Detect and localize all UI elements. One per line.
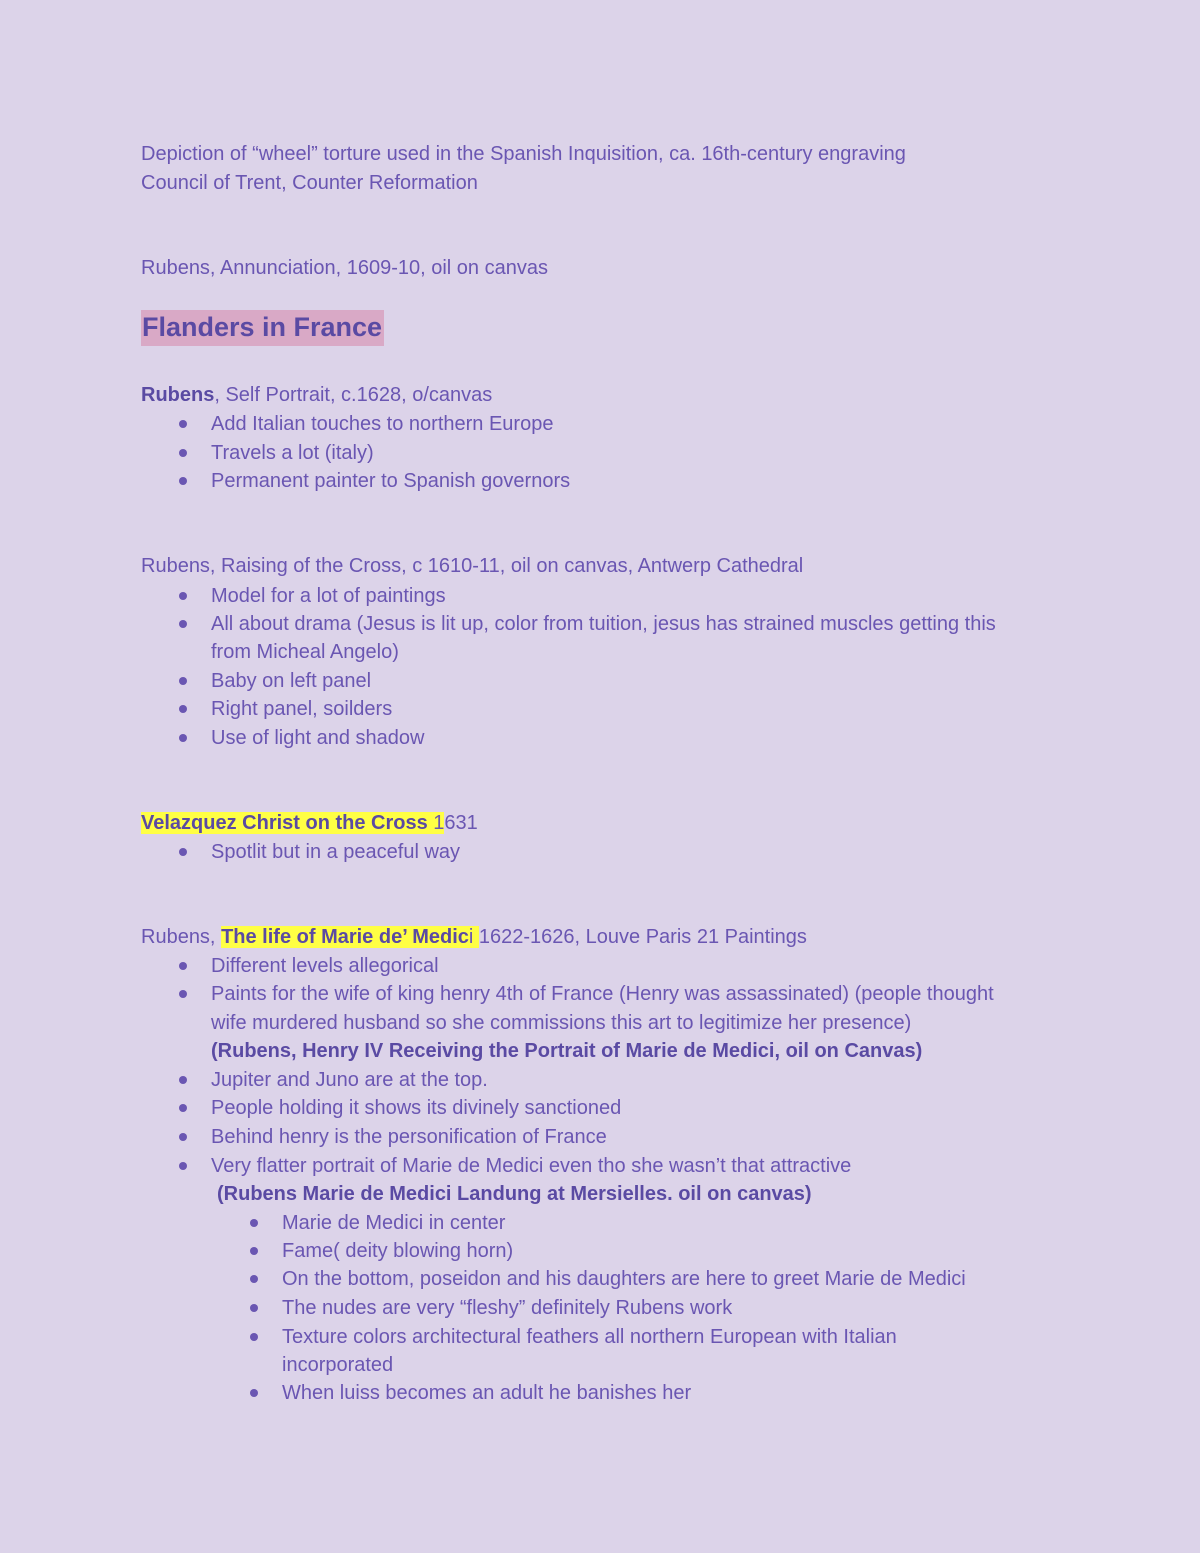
- intro-line-wheel: Depiction of “wheel” torture used in the Spanish Inquisition, ca. 16th-century engraving: [141, 143, 906, 165]
- bullet-icon: [250, 1333, 258, 1341]
- bullet-icon: [179, 1133, 187, 1141]
- bullet-icon: [250, 1219, 258, 1227]
- bullet-icon: [250, 1304, 258, 1312]
- bullet-icon: [179, 592, 187, 600]
- bullet-icon: [179, 477, 187, 485]
- document-page: Depiction of “wheel” torture used in the Spanish Inquisition, ca. 16th-century engraving Council of Trent, Counter Reformation Rubens, Annunciation, 1609-10, oil on canvas Flanders in France Rubens, Self Portrait, c.1628, o/canvas Add Italian touches to northern Europe Travels a lot (italy) Permanent painter to Spanish governors Rubens, Raising of the Cross, c 1610-11, oil on canvas, Antwerp Cathedral Model for a lot of paintings All about drama (Jesus is lit up, color from tuition, jesus has strained muscles getting this from Micheal Angelo) Baby on left panel Right panel, soilders Use of light and shadow Velazquez Christ on the Cross 1631 Spotlit but in a peaceful way Rubens, The life of Marie de’ Medici 1622-1626, Louve Paris 21 Paintings Different levels allegorical Paints for the wife of king henry 4th of France (Henry was assassinated) (people thought wife murdered husband so she commissions this art to legitimize her presence) (Rubens, Henry IV Receiving the Portrait of Marie de Medici, oil on Canvas) Jupiter and Juno are at the top. People holding it shows its divinely sanctioned Behind henry is the personification of France Very flatter portrait of Marie de Medici even tho she wasn’t that attractive (Rubens Marie de Medici Landung at Mersielles. oil on canvas) Marie de Medici in center Fame( deity blowing horn) On the bottom, poseidon and his daughters are here to greet Marie de Medici The nudes are very “fleshy” definitely Rubens work Texture colors architectural feathers all northern European with Italian incorporated When luiss becomes an adult he banishes her: [141, 143, 996, 1404]
- highlighted-digit: 1: [433, 812, 445, 834]
- bullet-icon: [179, 734, 187, 742]
- bullet-icon: [179, 705, 187, 713]
- self-portrait-details: , Self Portrait, c.1628, o/canvas: [214, 384, 493, 406]
- medici-prefix: Rubens,: [141, 926, 222, 948]
- bullet-icon: [179, 962, 187, 970]
- bullet-icon: [179, 848, 187, 856]
- bullet-icon: [179, 1162, 187, 1170]
- highlighted-title: Velazquez Christ on the Cross: [141, 812, 434, 834]
- medici-title: [141, 925, 807, 949]
- bullet-icon: [179, 677, 187, 685]
- medici-subtitle: (Rubens Marie de Medici Landung at Mersielles. oil on canvas): [217, 1183, 812, 1205]
- velazquez-year: 631: [444, 812, 478, 834]
- bullet-icon: [250, 1389, 258, 1397]
- intro-line-trent: Council of Trent, Counter Reformation: [141, 172, 478, 194]
- velazquez-title: [141, 811, 478, 835]
- self-portrait-title: [141, 383, 492, 407]
- bullet-icon: [179, 1076, 187, 1084]
- artist-name: Rubens: [141, 384, 215, 406]
- bullet-icon: [250, 1275, 258, 1283]
- bullet-icon: [179, 449, 187, 457]
- bullet-icon: [179, 990, 187, 998]
- bullet-icon: [179, 420, 187, 428]
- section-heading: Flanders in France: [141, 310, 384, 346]
- highlighted-title: The life of Marie de’ Medic: [221, 926, 469, 948]
- raising-title: Rubens, Raising of the Cross, c 1610-11, oil on canvas, Antwerp Cathedral: [141, 555, 804, 577]
- bullet-icon: [250, 1247, 258, 1255]
- highlighted-tail: i: [468, 926, 479, 948]
- intro-line-annunciation: Rubens, Annunciation, 1609-10, oil on canvas: [141, 257, 548, 279]
- bullet-icon: [179, 1104, 187, 1112]
- medici-details: 1622-1626, Louve Paris 21 Paintings: [478, 926, 807, 948]
- bullet-icon: [179, 620, 187, 628]
